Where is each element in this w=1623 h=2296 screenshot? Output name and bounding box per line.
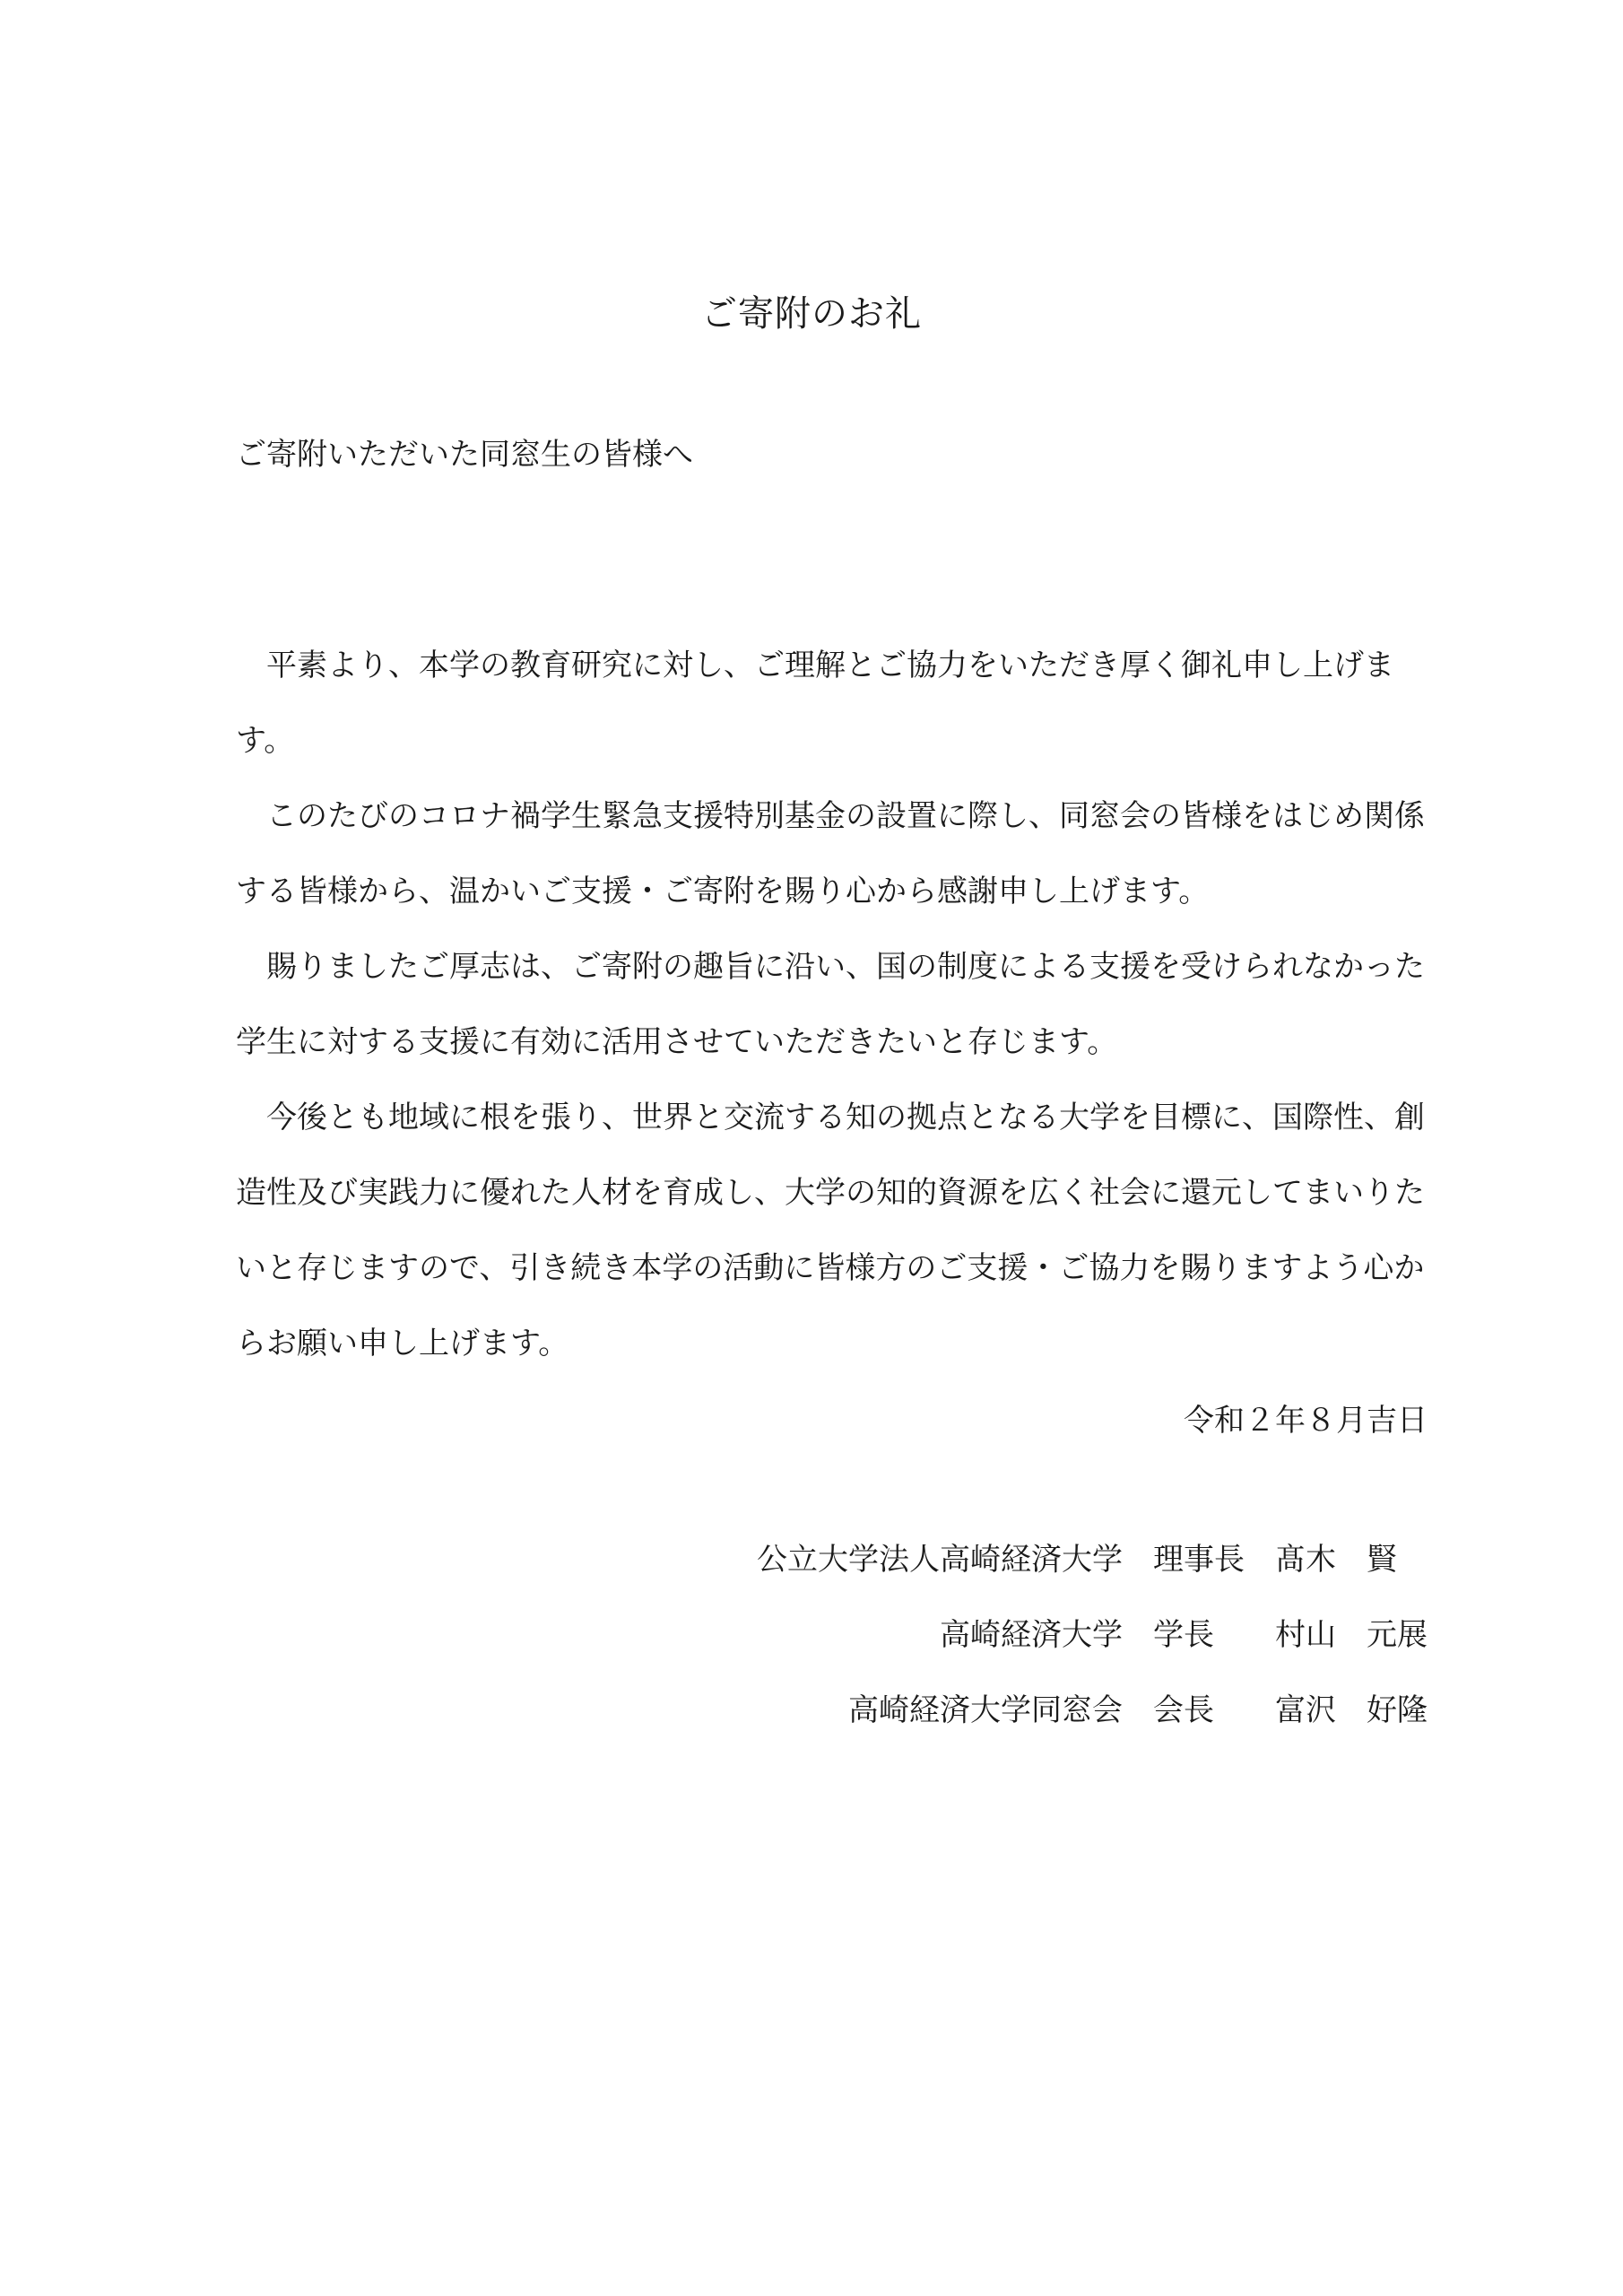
- paragraph-greeting: 平素より、本学の教育研究に対し、ご理解とご協力をいただき厚く御礼申し上げます。: [236, 648, 1394, 759]
- signatory-role: 会長: [1153, 1692, 1214, 1728]
- letter-body: [236, 628, 1428, 1381]
- signature-row: [757, 1673, 1428, 1748]
- paragraph-usage: 賜りましたご厚志は、ご寄附の趣旨に沿い、国の制度による支援を受けられなかった学生に対する支援に有効に活用させていただきたいと存じます。: [236, 949, 1425, 1060]
- paragraph-closing: 今後とも地域に根を張り、世界と交流する知の拠点となる大学を目標に、国際性、創造性及び実践力に優れた人材を育成し、大学の知的資源を広く社会に還元してまいりたいと存じますので、引き続き本学の活動に皆様方のご支援・ご協力を賜りますよう心からお願い申し上げます。: [236, 1100, 1425, 1361]
- signatory-name: 富沢 好隆: [1275, 1692, 1428, 1728]
- salutation: ご寄附いただいた同窓生の皆様へ: [236, 437, 693, 473]
- letter-date: 令和２年８月吉日: [1184, 1403, 1428, 1439]
- signatory-organization: 高崎経済大学: [940, 1617, 1123, 1653]
- signature-block: [757, 1522, 1428, 1748]
- signatory-organization: 高崎経済大学同窓会: [848, 1692, 1123, 1728]
- signatory-role: 学長: [1153, 1617, 1214, 1653]
- paragraph-thanks: このたびのコロナ禍学生緊急支援特別基金の設置に際し、同窓会の皆様をはじめ関係する皆様から、温かいご支援・ご寄附を賜り心から感謝申し上げます。: [236, 798, 1425, 909]
- signature-row: [757, 1522, 1428, 1597]
- signatory-organization: 公立大学法人高崎経済大学: [757, 1542, 1123, 1578]
- signatory-name: 髙木 賢: [1275, 1542, 1397, 1578]
- letter-title: ご寄附のお礼: [701, 293, 922, 335]
- signature-row: [757, 1597, 1428, 1673]
- signatory-role: 理事長: [1153, 1542, 1245, 1578]
- signatory-name: 村山 元展: [1275, 1617, 1428, 1653]
